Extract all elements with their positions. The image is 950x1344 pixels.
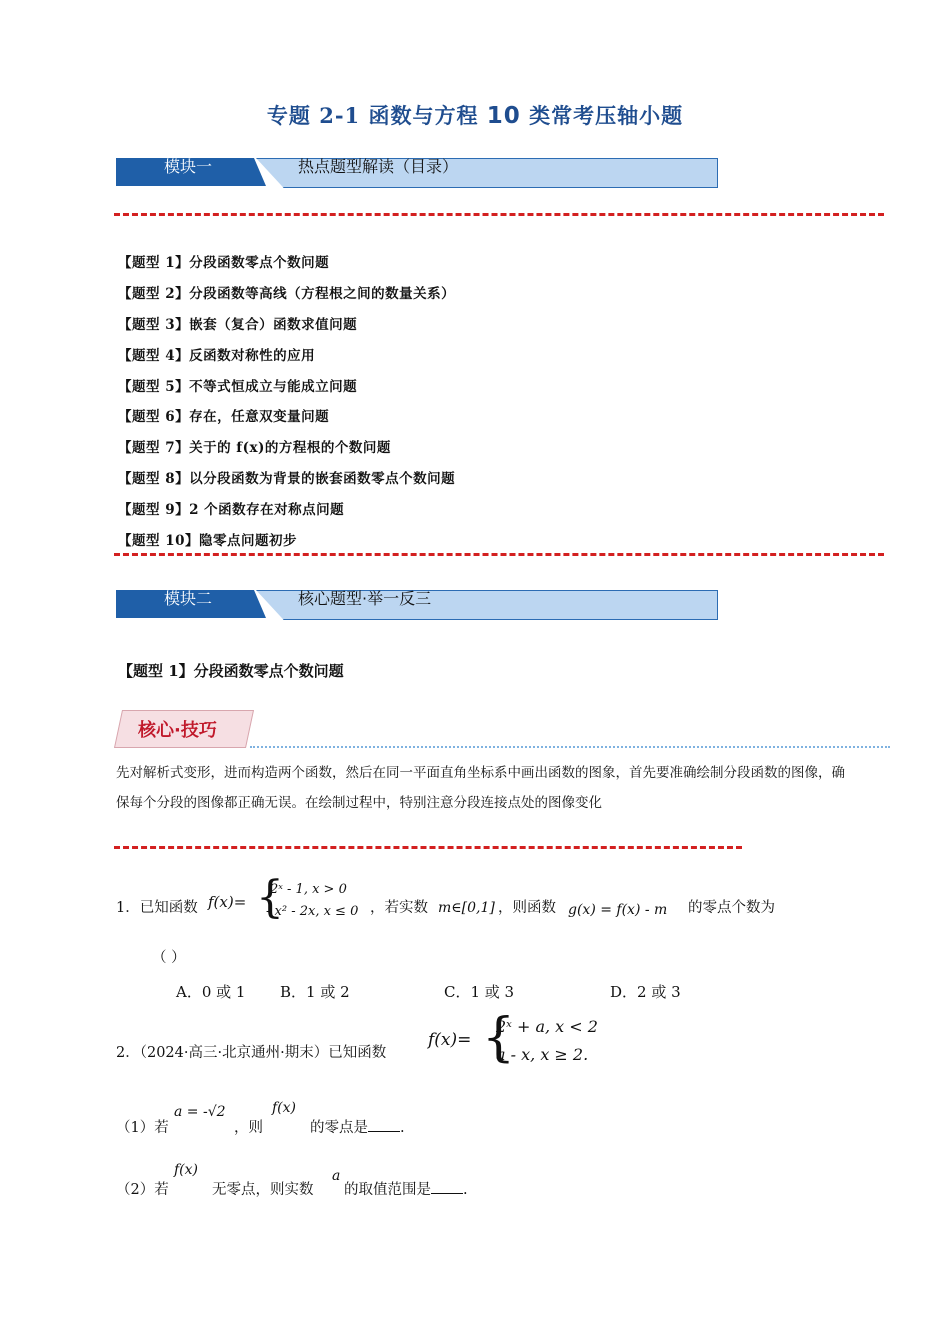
toc-item: 【题型 2】分段函数等高线（方程根之间的数量关系） (118, 286, 456, 302)
q2-sub1-label: （1）若 (116, 1120, 169, 1136)
q2-sub2-a: a (332, 1168, 341, 1184)
document-title (0, 100, 950, 130)
toc-item: 【题型 1】分段函数零点个数问题 (118, 255, 330, 271)
toc-item: 【题型 8】以分段函数为背景的嵌套函数零点个数问题 (118, 471, 456, 487)
q2-sub2-tail: 的取值范围是 . (344, 1178, 468, 1199)
question-2-stem: 2．（2024·高三·北京通州·期末）已知函数 (116, 1045, 387, 1061)
module-label: 模块二 (164, 589, 213, 608)
module-title: 热点题型解读（目录） (298, 157, 459, 176)
q2-sub1-tail: 的零点是 . (310, 1116, 405, 1137)
q2-case-2: a - x, x ≥ 2. (496, 1045, 589, 1064)
q2-case-1: 2ˣ + a, x < 2 (496, 1017, 598, 1036)
option-a: A．0 或 1 (176, 983, 246, 1001)
answer-blank[interactable] (431, 1179, 463, 1194)
q1-text: ，若实数 (370, 900, 428, 916)
q2-text: ，则 (234, 1120, 263, 1136)
option-b: B．1 或 2 (280, 983, 350, 1001)
toc-item: 【题型 5】不等式恒成立与能成立问题 (118, 379, 358, 395)
q2-sub1-a-value: a = -√2 (174, 1104, 226, 1120)
q1-answer-paren: （ ） (152, 950, 186, 966)
answer-blank[interactable] (368, 1117, 400, 1132)
module-banner-1 (116, 158, 720, 194)
toc-item: 【题型 9】2 个函数存在对称点问题 (118, 502, 345, 518)
toc-item: 【题型 6】存在，任意双变量问题 (118, 409, 330, 425)
module-title: 核心题型·举一反三 (298, 589, 432, 608)
section-heading: 【题型 1】分段函数零点个数问题 (118, 662, 344, 680)
tips-dotted-line (250, 746, 890, 748)
q1-text: ，则函数 (498, 900, 556, 916)
q1-m-range: m∈[0,1] (438, 900, 495, 916)
red-dash-divider (114, 213, 884, 216)
toc-item: 【题型 10】隐零点问题初步 (118, 533, 297, 549)
toc-item: 【题型 3】嵌套（复合）函数求值问题 (118, 317, 358, 333)
q2-sub2-f: f(x) (174, 1162, 199, 1178)
q2-sub2-label: （2）若 (116, 1182, 169, 1198)
q2-text: 的零点是 (310, 1120, 368, 1136)
title-suffix: 类常考压轴小题 (520, 103, 684, 128)
q2-brace: { (482, 1008, 516, 1068)
title-prefix: 专题 2-1 函数与方程 (266, 103, 487, 128)
toc-item: 【题型 4】反函数对称性的应用 (118, 348, 316, 364)
tips-label: 核心·技巧 (138, 720, 217, 741)
q1-case-1: 2ˣ - 1, x > 0 (270, 882, 347, 897)
q2-function-name: f(x)= (428, 1030, 472, 1050)
option-d: D．2 或 3 (610, 983, 681, 1001)
red-dash-divider (114, 846, 742, 849)
q1-g-function: g(x) = f(x) - m (568, 902, 668, 918)
q1-text: 的零点个数为 (688, 900, 775, 916)
q2-text: 的取值范围是 (344, 1182, 431, 1198)
q1-function-name: f(x)= (208, 893, 247, 911)
q2-sub1-f: f(x) (272, 1100, 297, 1116)
toc-item: 【题型 7】关于的 f(x)的方程根的个数问题 (118, 440, 391, 456)
title-number: 10 (486, 103, 521, 129)
red-dash-divider (114, 553, 884, 556)
tips-paragraph: 先对解析式变形，进而构造两个函数，然后在同一平面直角坐标系中画出函数的图象，首先要准确绘制分段函数的图像，确保每个分段的图像都正确无误。在绘制过程中，特别注意分段连接点处的图像变化 (116, 765, 845, 811)
question-1-stem: 1．已知函数 (116, 900, 198, 916)
q1-case-2: - x² - 2x, x ≤ 0 (266, 904, 359, 919)
module-banner-2 (116, 590, 720, 626)
option-c: C．1 或 3 (444, 983, 515, 1001)
q2-text: 无零点，则实数 (212, 1182, 314, 1198)
q1-brace: { (256, 872, 284, 923)
module-label: 模块一 (164, 157, 213, 176)
